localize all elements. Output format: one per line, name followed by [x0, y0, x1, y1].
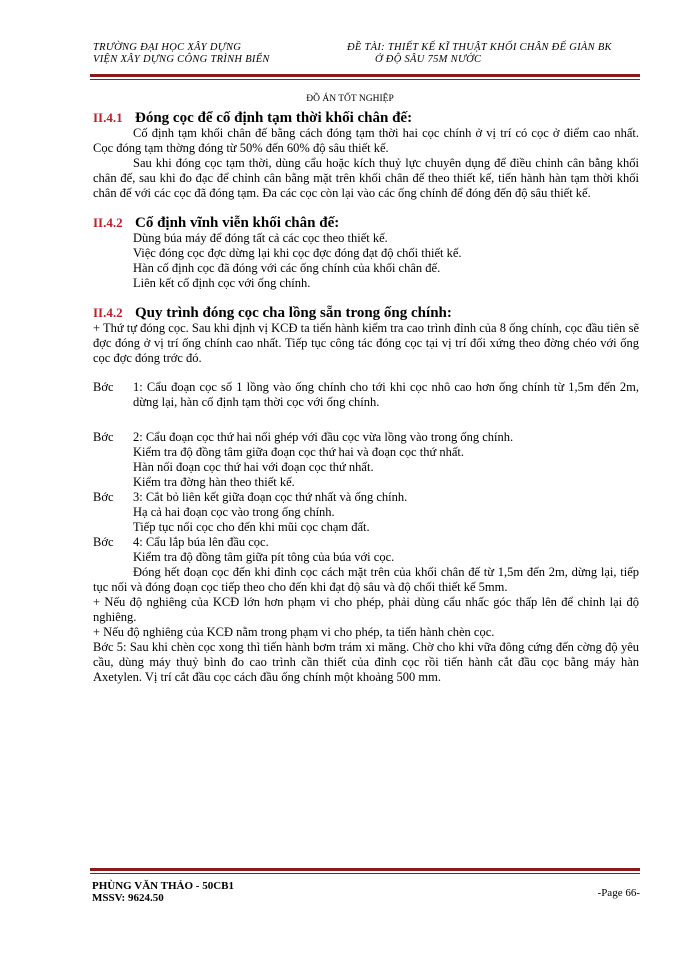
header-topic-line2: Ở ĐỘ SÂU 75M NƯỚC [375, 54, 482, 65]
header-institute-name: VIỆN XÂY DỰNG CÔNG TRÌNH BIỂN [93, 54, 270, 65]
note: + Nếu độ nghiêng của KCĐ lớn hơn phạm vi cho phép, phải dùng cẩu nhấc góc thấp lên để chỉnh lại độ nghiêng. [93, 595, 639, 624]
section-title: Quy trình đóng cọc cha lồng sẵn trong ống chính: [135, 305, 452, 321]
section-title: Đóng cọc để cố định tạm thời khối chân đế: [135, 110, 413, 126]
step-4 [93, 535, 639, 550]
header-topic-line1: ĐỀ TÀI: THIẾT KẾ KĨ THUẬT KHỐI CHÂN ĐẾ GIÀN BK [347, 42, 612, 53]
step-text: 2: Cẩu đoạn cọc thứ hai nối ghép với đầu cọc vừa lồng vào trong ống chính. [133, 430, 514, 444]
footer-author [92, 880, 234, 904]
step-text: 3: Cắt bỏ liên kết giữa đoạn cọc thứ nhất và ống chính. [133, 490, 408, 504]
header-divider [90, 74, 640, 80]
paragraph: + Thứ tự đóng cọc. Sau khi định vị KCĐ ta tiến hành kiểm tra cao trình đỉnh của 8 ống chính, cọc đầu tiên sẽ đợc đóng ở vị trí ống chính cao nhất. Tiếp tục công tác đóng cọc tại vị trí đối xứng theo đờng chéo với ống cọc đợc đóng trớc đó. [93, 321, 639, 365]
header-school [93, 42, 270, 66]
step-label: Bớc [93, 430, 114, 444]
step-5: Bớc 5: Sau khi chèn cọc xong thì tiến hành bơm trám xi măng. Chờ cho khi vữa đông cứng đến cờng độ yêu cầu, dùng máy thuỷ bình đo cao trình cần thiết của đỉnh cọc rồi tiến hành cắt đầu cọc bằng máy hàn Axetylen. Vị trí cắt đầu cọc cách đầu ống chính một khoảng 500 mm. [93, 640, 639, 684]
section-heading-3 [93, 305, 639, 321]
step-text: 1: Cẩu đoạn cọc số 1 lồng vào ống chính cho tới khi cọc nhô cao hơn ống chính từ 1,5m đến 2m, dừng lại, hàn cố định tạm thời cọc với ống chính. [133, 380, 639, 409]
paragraph: Sau khi đóng cọc tạm thời, dùng cẩu hoặc kích thuỷ lực chuyên dụng để điều chỉnh cân bằng khối chân đế, sau khi đo đạc để chỉnh cân bằng mặt trên khối chân đế theo thiết kế, tiến hành hàn tạm thời khối chân đế với các cọc đã đóng tạm. Đa các cọc còn lại vào các ống chính để đóng đến độ sâu thiết kế. [93, 156, 639, 200]
list-item: Kiểm tra đờng hàn theo thiết kế. [133, 475, 295, 489]
list-item: Việc đóng cọc đợc dừng lại khi cọc đợc đóng đạt độ chối thiết kế. [133, 246, 462, 260]
page-number: -Page 66- [597, 887, 640, 899]
section-number: II.4.1 [93, 110, 123, 125]
student-id: MSSV: 9624.50 [92, 892, 164, 904]
list-item: Hàn nối đoạn cọc thứ hai với đoạn cọc thứ nhất. [133, 460, 374, 474]
step-text: 4: Cẩu lắp búa lên đầu cọc. [133, 535, 269, 549]
list-item: Hàn cố định cọc đã đóng với các ống chính của khối chân đế. [133, 261, 441, 275]
list-item: Kiểm tra độ đồng tâm giữa pít tông của búa với cọc. [133, 550, 395, 564]
paragraph: Cố định tạm khối chân đế bằng cách đóng tạm thời hai cọc chính ở vị trí có cọc ở điểm cao nhất. Cọc đóng tạm thờng đóng từ 50% đến 60% độ sâu thiết kế. [93, 126, 639, 155]
step-2 [93, 430, 639, 445]
list-item: Liên kết cố định cọc với ống chính. [133, 276, 311, 290]
list-item: Kiểm tra độ đồng tâm giữa đoạn cọc thứ hai và đoạn cọc thứ nhất. [133, 445, 464, 459]
section-number: II.4.2 [93, 215, 123, 230]
paragraph: Đóng hết đoạn cọc đến khi đỉnh cọc cách mặt trên của khối chân đế từ 1,5m đến 2m, dừng lại, tiếp tục nối và đóng đoạn cọc tiếp theo cho đến khi đạt độ sâu và độ chối thiết kế 5mm. [93, 565, 639, 594]
footer-divider [90, 868, 640, 874]
author-name: PHÙNG VĂN THẢO - 50CB1 [92, 880, 234, 892]
list-item: Tiếp tục nối cọc cho đến khi mũi cọc chạm đất. [133, 520, 370, 534]
section-title: Cố định vĩnh viễn khối chân đế: [135, 215, 340, 231]
step-1 [93, 380, 639, 410]
document-subtitle: ĐỒ ÁN TỐT NGHIỆP [306, 94, 394, 104]
note: + Nếu độ nghiêng của KCĐ nằm trong phạm vi cho phép, ta tiến hành chèn cọc. [93, 625, 495, 639]
step-3 [93, 490, 639, 505]
header-topic [347, 42, 612, 66]
section-heading-2 [93, 215, 639, 231]
list-item: Hạ cả hai đoạn cọc vào trong ống chính. [133, 505, 335, 519]
list-item: Dùng búa máy để đóng tất cả các cọc theo thiết kế. [133, 231, 388, 245]
section-number: II.4.2 [93, 305, 123, 320]
step-label: Bớc [93, 490, 114, 504]
step-label: Bớc [93, 535, 114, 549]
step-label: Bớc [93, 380, 114, 394]
document-body [93, 110, 639, 685]
header-school-name: TRƯỜNG ĐẠI HỌC XÂY DỰNG [93, 42, 242, 53]
section-heading-1 [93, 110, 639, 126]
